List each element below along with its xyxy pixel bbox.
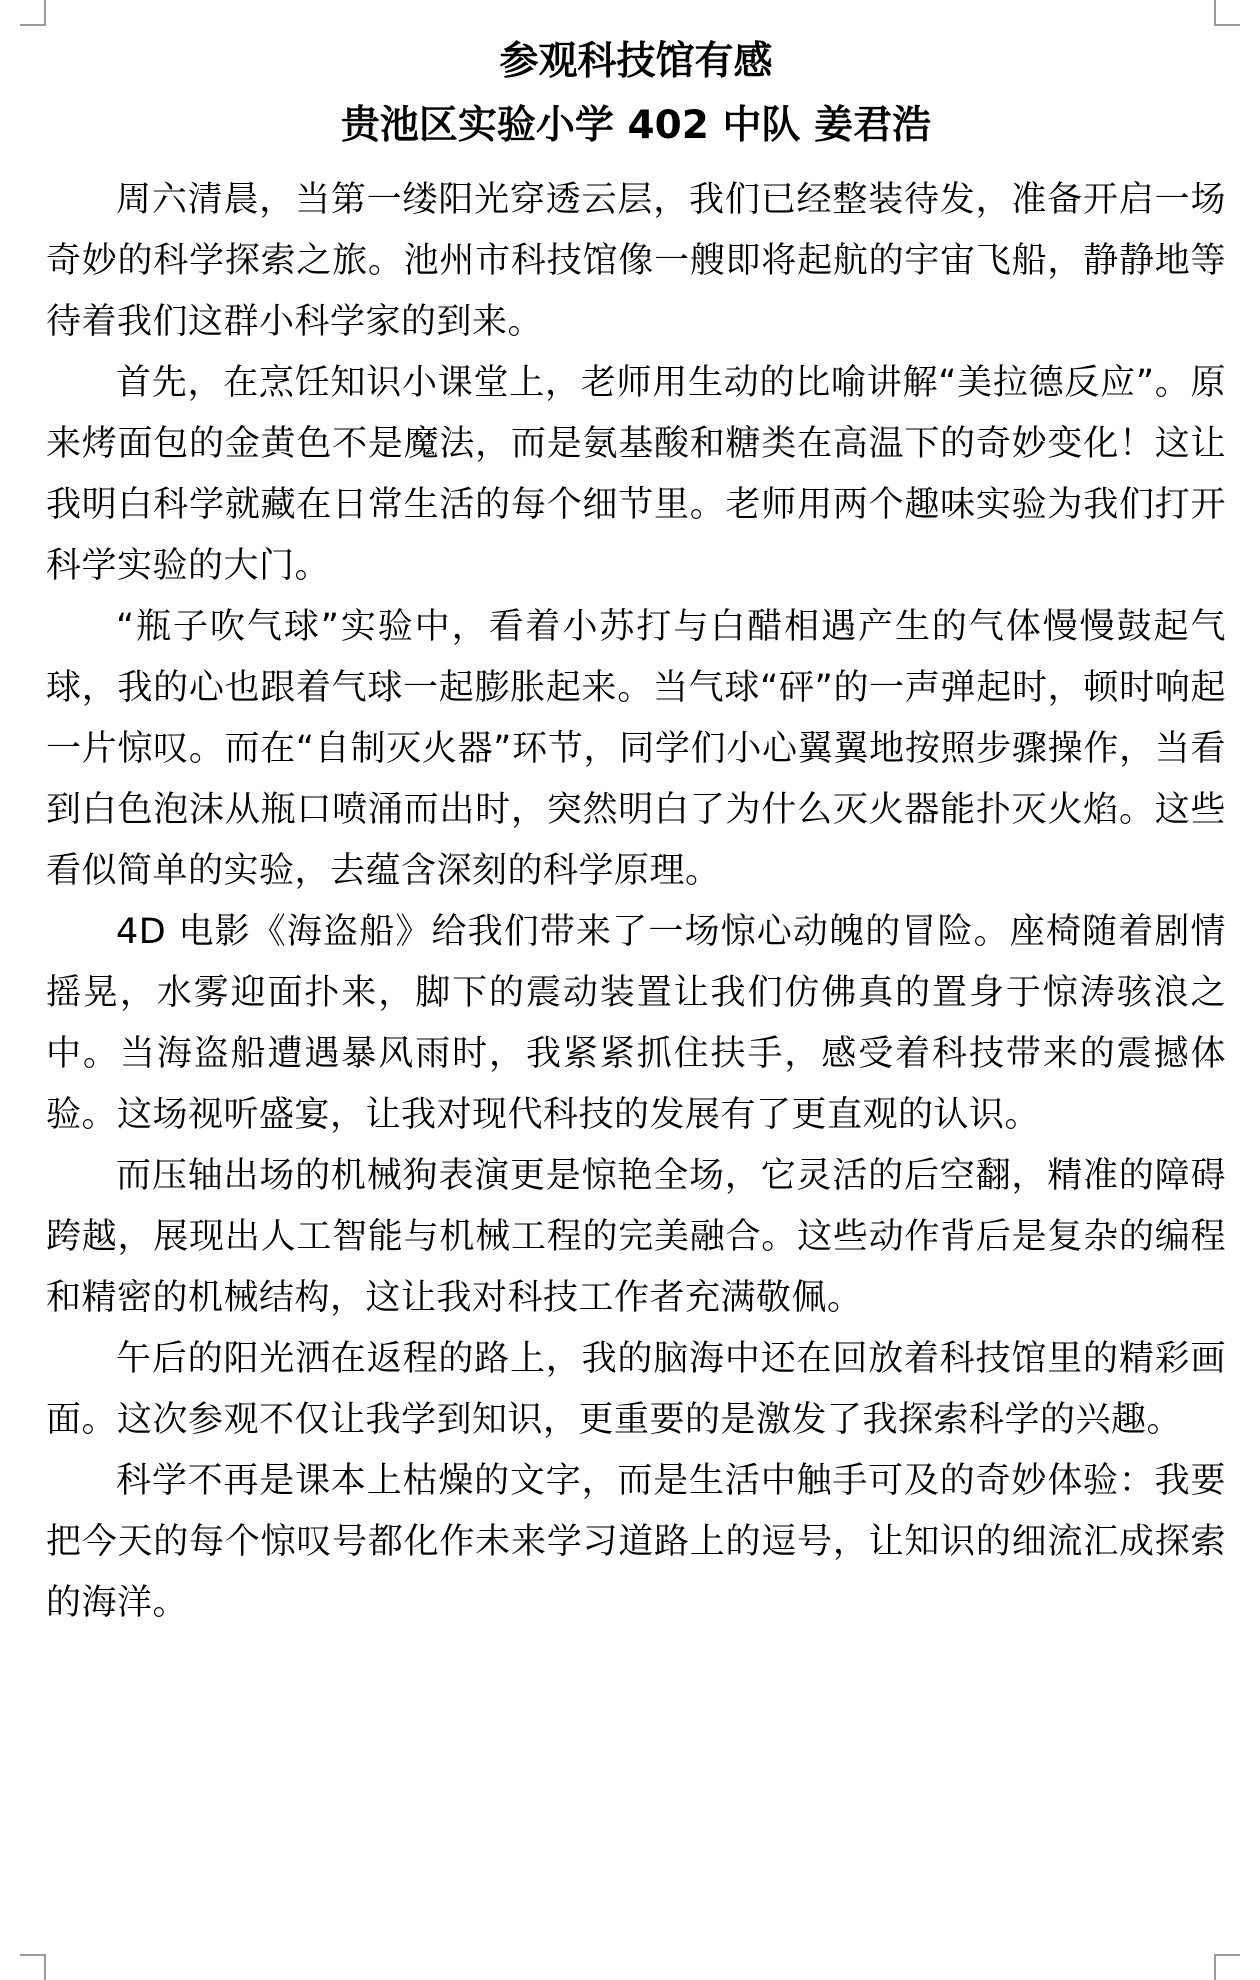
crop-mark-top-right <box>1214 0 1240 26</box>
paragraph: 午后的阳光洒在返程的路上，我的脑海中还在回放着科技馆里的精彩画面。这次参观不仅让我学到知识，更重要的是激发了我探索科学的兴趣。 <box>46 1339 1226 1440</box>
essay-document <box>46 30 1226 1634</box>
essay-body <box>46 170 1226 1634</box>
paragraph: 科学不再是课本上枯燥的文字，而是生活中触手可及的奇妙体验：我要把今天的每个惊叹号都化作未来学习道路上的逗号，让知识的细流汇成探索的海洋。 <box>46 1461 1226 1623</box>
paragraph: 4D 电影《海盗船》给我们带来了一场惊心动魄的冒险。座椅随着剧情摇晃，水雾迎面扑来，脚下的震动装置让我们仿佛真的置身于惊涛骇浪之中。当海盗船遭遇暴风雨时，我紧紧抓住扶手，感受着科技带来的震撼体验。这场视听盛宴，让我对现代科技的发展有了更直观的认识。 <box>46 912 1226 1135</box>
essay-author-line: 贵池区实验小学 402 中队 姜君浩 <box>340 103 932 148</box>
paragraph: 首先，在烹饪知识小课堂上，老师用生动的比喻讲解“美拉德反应”。原来烤面包的金黄色不是魔法，而是氨基酸和糖类在高温下的奇妙变化！这让我明白科学就藏在日常生活的每个细节里。老师用两个趣味实验为我们打开科学实验的大门。 <box>46 363 1226 586</box>
paragraph: 周六清晨，当第一缕阳光穿透云层，我们已经整装待发，准备开启一场奇妙的科学探索之旅。池州市科技馆像一艘即将起航的宇宙飞船，静静地等待着我们这群小科学家的到来。 <box>46 180 1226 342</box>
crop-mark-bottom-right <box>1214 1954 1240 1980</box>
crop-mark-top-left <box>20 0 46 26</box>
crop-mark-bottom-left <box>20 1954 46 1980</box>
paragraph: 而压轴出场的机械狗表演更是惊艳全场，它灵活的后空翻，精准的障碍跨越，展现出人工智能与机械工程的完美融合。这些动作背后是复杂的编程和精密的机械结构，这让我对科技工作者充满敬佩。 <box>46 1156 1226 1318</box>
paragraph: “瓶子吹气球”实验中，看着小苏打与白醋相遇产生的气体慢慢鼓起气球，我的心也跟着气球一起膨胀起来。当气球“砰”的一声弹起时，顿时响起一片惊叹。而在“自制灭火器”环节，同学们小心翼翼地按照步骤操作，当看到白色泡沫从瓶口喷涌而出时，突然明白了为什么灭火器能扑灭火焰。这些看似简单的实验，去蕴含深刻的科学原理。 <box>46 607 1226 891</box>
essay-title: 参观科技馆有感 <box>499 39 773 84</box>
